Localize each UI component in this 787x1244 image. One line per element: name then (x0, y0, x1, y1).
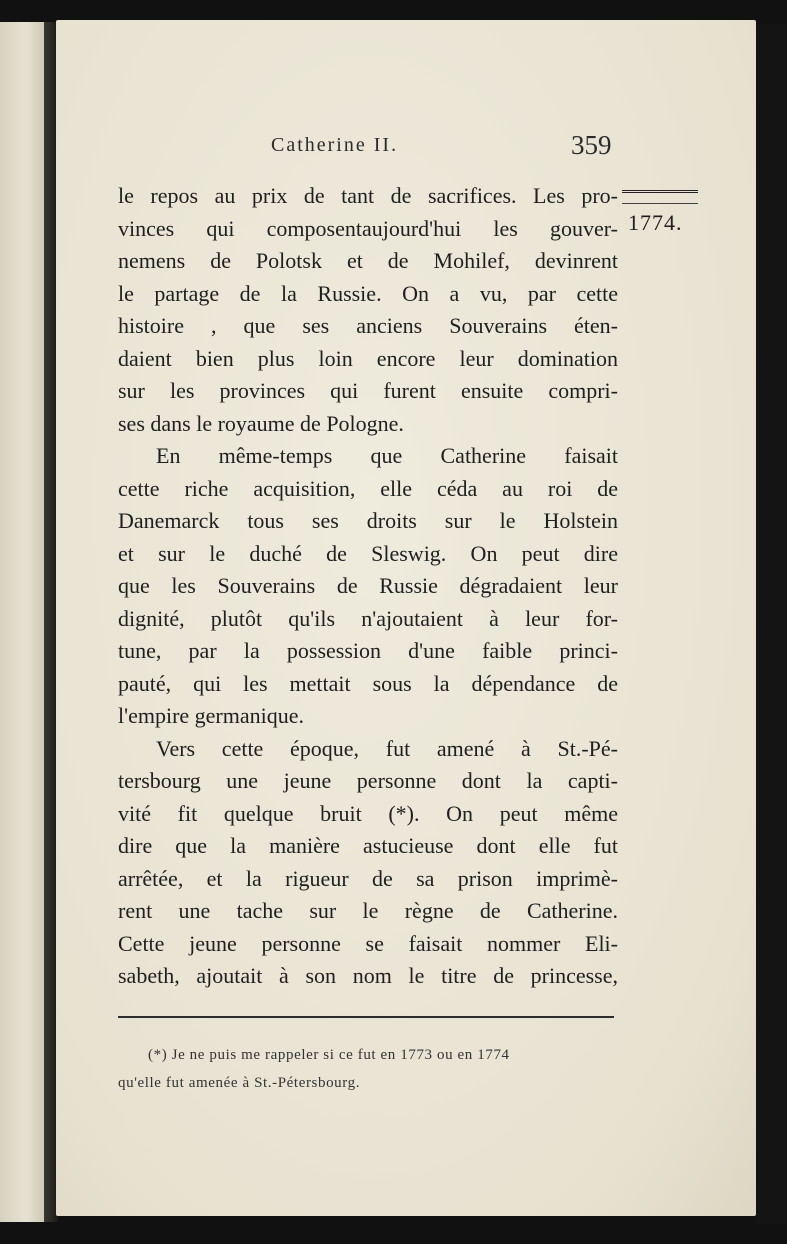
text-line: Danemarck tous ses droits sur le Holstein (118, 508, 618, 533)
scan-border (756, 24, 787, 1224)
text-line: cette riche acquisition, elle céda au roi de (118, 475, 618, 501)
page-number: 359 (571, 130, 612, 160)
page-header (56, 132, 756, 168)
text-line: que les Souverains de Russie dégradaient leur (118, 573, 618, 598)
text-line: tune, par la possession d'une faible princi- (118, 638, 618, 663)
text-line: sabeth, ajoutait à son nom le titre de princesse, (118, 963, 618, 988)
paragraph-start-line: En même-temps que Catherine faisait (156, 443, 618, 468)
text-line: tersbourg une jeune personne dont la capti- (118, 768, 618, 793)
facing-page-edge (0, 22, 46, 1222)
running-title: Catherine II. (271, 134, 399, 156)
text-line: vité fit quelque bruit (*). On peut même (118, 800, 618, 826)
text-line: arrêtée, et la rigueur de sa prison imprimè- (118, 865, 618, 891)
text-line: ses dans le royaume de Pologne. (118, 410, 404, 436)
text-line: vinces qui composentaujourd'hui les gouver- (118, 215, 618, 241)
text-line: et sur le duché de Sleswig. On peut dire (118, 540, 618, 566)
text-line: l'empire germanique. (118, 703, 305, 728)
footnote-rule (118, 1016, 614, 1018)
text-line: Cette jeune personne se faisait nommer Eli- (118, 930, 618, 956)
margin-year-note: 1774. (628, 210, 683, 235)
margin-rule (622, 190, 698, 204)
text-line: dire que la manière astucieuse dont elle fut (118, 833, 618, 858)
text-line: dignité, plutôt qu'ils n'ajoutaient à leur for- (118, 605, 618, 631)
body-text (118, 180, 618, 993)
text-line: pauté, qui les mettait sous la dépendance de (118, 670, 618, 696)
text-line: le repos au prix de tant de sacrifices. Les pro- (118, 183, 618, 208)
text-line: histoire , que ses anciens Souverains éten- (118, 313, 618, 338)
paragraph-start-line: Vers cette époque, fut amené à St.-Pé- (156, 735, 618, 761)
text-line: le partage de la Russie. On a vu, par cette (118, 280, 618, 306)
footnote-line: (*) Je ne puis me rappeler si ce fut en 1773 ou en 1774 (148, 1047, 510, 1063)
text-line: rent une tache sur le règne de Catherine. (118, 898, 618, 923)
text-line: nemens de Polotsk et de Mohilef, devinrent (118, 248, 618, 273)
footnote-line: qu'elle fut amenée à St.-Pétersbourg. (118, 1075, 361, 1091)
text-line: sur les provinces qui furent ensuite compri- (118, 378, 618, 403)
text-line: daient bien plus loin encore leur domination (118, 345, 618, 371)
book-page (56, 20, 756, 1216)
footnote (118, 1042, 618, 1098)
